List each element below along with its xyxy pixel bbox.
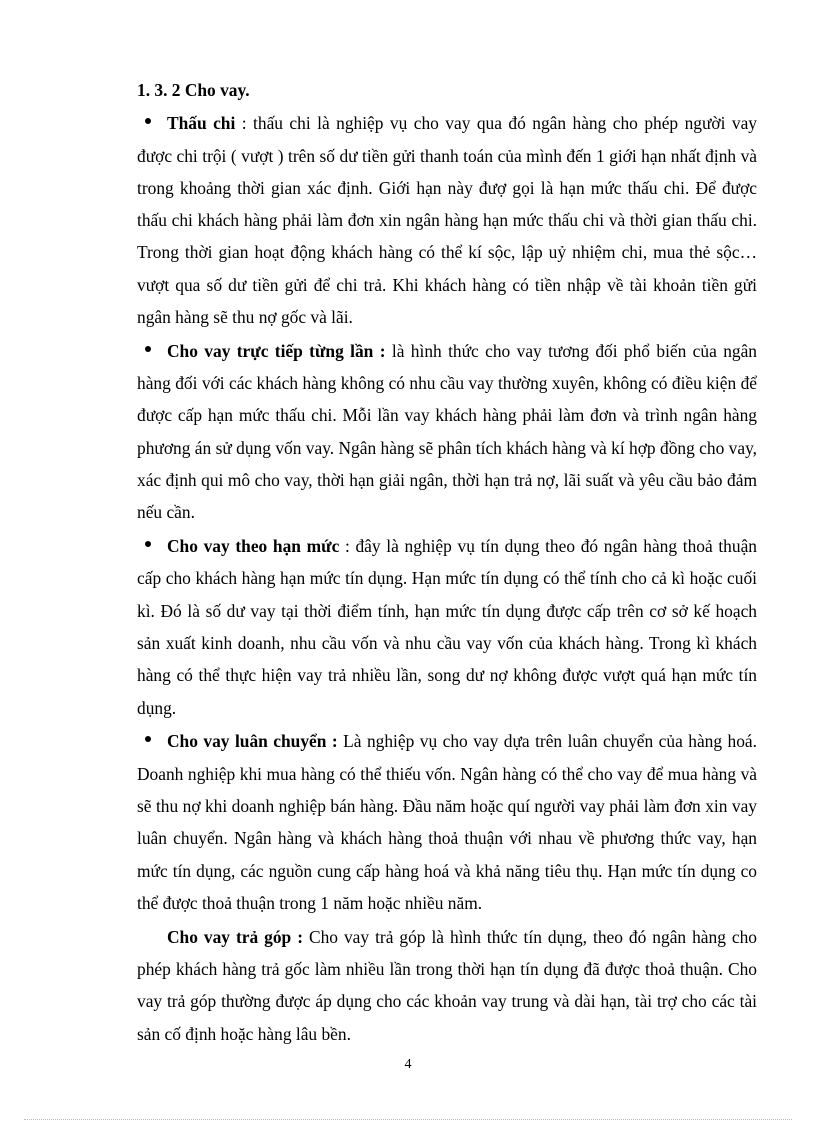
term-cho-vay-truc-tiep: Cho vay trực tiếp từng lần : xyxy=(167,340,386,361)
section-heading: 1. 3. 2 Cho vay. xyxy=(137,80,250,100)
term-cho-vay-luan-chuyen: Cho vay luân chuyển : xyxy=(167,731,338,752)
page-bottom-divider xyxy=(24,1119,792,1120)
page-number: 4 xyxy=(404,1057,412,1072)
paragraph-cho-vay-tra-gop xyxy=(137,921,757,1050)
paragraph-text: Cho vay trả góp là hình thức tín dụng, theo đó ngân hàng cho phép khách hàng trả gốc làm nhiều lần trong thời hạn tín dụng đã được thoả thuận. Cho vay trả góp thường được áp dụng cho các khoản vay trung và dài hạn, tài trợ cho các tài sản cố định hoặc hàng lâu bền. xyxy=(137,926,757,1044)
term-cho-vay-theo-han-muc: Cho vay theo hạn mức xyxy=(167,536,340,557)
paragraph-cho-vay-luan-chuyen xyxy=(137,725,757,919)
paragraph-text: : đây là nghiệp vụ tín dụng theo đó ngân hàng thoả thuận cấp cho khách hàng hạn mức tín dụng. Hạn mức tín dụng có thể tính cho cả kì hoặc cuối kì. Đó là số dư vay tại thời điểm tính, hạn mức tín dụng được cấp trên cơ sở kế hoạch sản xuất kinh doanh, nhu cầu vốn và nhu cầu vay vốn của khách hàng. Trong kì khách hàng có thể thực hiện vay trả nhiều lần, song dư nợ không được vượt quá hạn mức tín dụng. xyxy=(137,536,757,718)
paragraph-text: là hình thức cho vay tương đối phổ biến của ngân hàng đối với các khách hàng không có nhu cầu vay thường xuyên, không có điều kiện để được cấp hạn mức thấu chi. Mỗi lần vay khách hàng phải làm đơn và trình ngân hàng phương án sử dụng vốn vay. Ngân hàng sẽ phân tích khách hàng và kí hợp đồng cho vay, xác định qui mô cho vay, thời hạn giải ngân, thời hạn trả nợ, lãi suất và yêu cầu bảo đảm nếu cần. xyxy=(137,340,757,523)
paragraph-text: : thấu chi là nghiệp vụ cho vay qua đó ngân hàng cho phép người vay được chi trội ( vượt ) trên số dư tiền gửi thanh toán của mình đến 1 giới hạn nhất định và trong khoảng thời gian xác định. Giới hạn này đượ gọi là hạn mức thấu chi. Để được thấu chi khách hàng phải làm đơn xin ngân hàng hạn mức thấu chi và thời gian thấu chi. Trong thời gian hoạt động khách hàng có thể kí sộc, lập uỷ nhiệm chi, mua thẻ sộc…vượt qua số dư tiền gửi để chi trả. Khi khách hàng có tiền nhập về tài khoản tiền gửi ngân hàng sẽ thu nợ gốc và lãi. xyxy=(137,113,757,328)
paragraph-thau-chi xyxy=(137,107,757,333)
paragraph-cho-vay-truc-tiep xyxy=(137,335,757,529)
page-content xyxy=(137,74,757,1051)
term-cho-vay-tra-gop: Cho vay trả góp : xyxy=(167,926,304,947)
term-thau-chi: Thấu chi xyxy=(167,113,236,134)
paragraph-cho-vay-theo-han-muc xyxy=(137,530,757,724)
paragraph-text: Là nghiệp vụ cho vay dựa trên luân chuyển của hàng hoá. Doanh nghiệp khi mua hàng có thể thiếu vốn. Ngân hàng có thể cho vay để mua hàng và sẽ thu nợ khi doanh nghiệp bán hàng. Đầu năm hoặc quí người vay phải làm đơn xin vay luân chuyển. Ngân hàng và khách hàng thoả thuận với nhau về phương thức vay, hạn mức tín dụng, các nguồn cung cấp hàng hoá và khả năng tiêu thụ. Hạn mức tín dụng co thể được thoả thuận trong 1 năm hoặc nhiều năm. xyxy=(137,731,757,913)
